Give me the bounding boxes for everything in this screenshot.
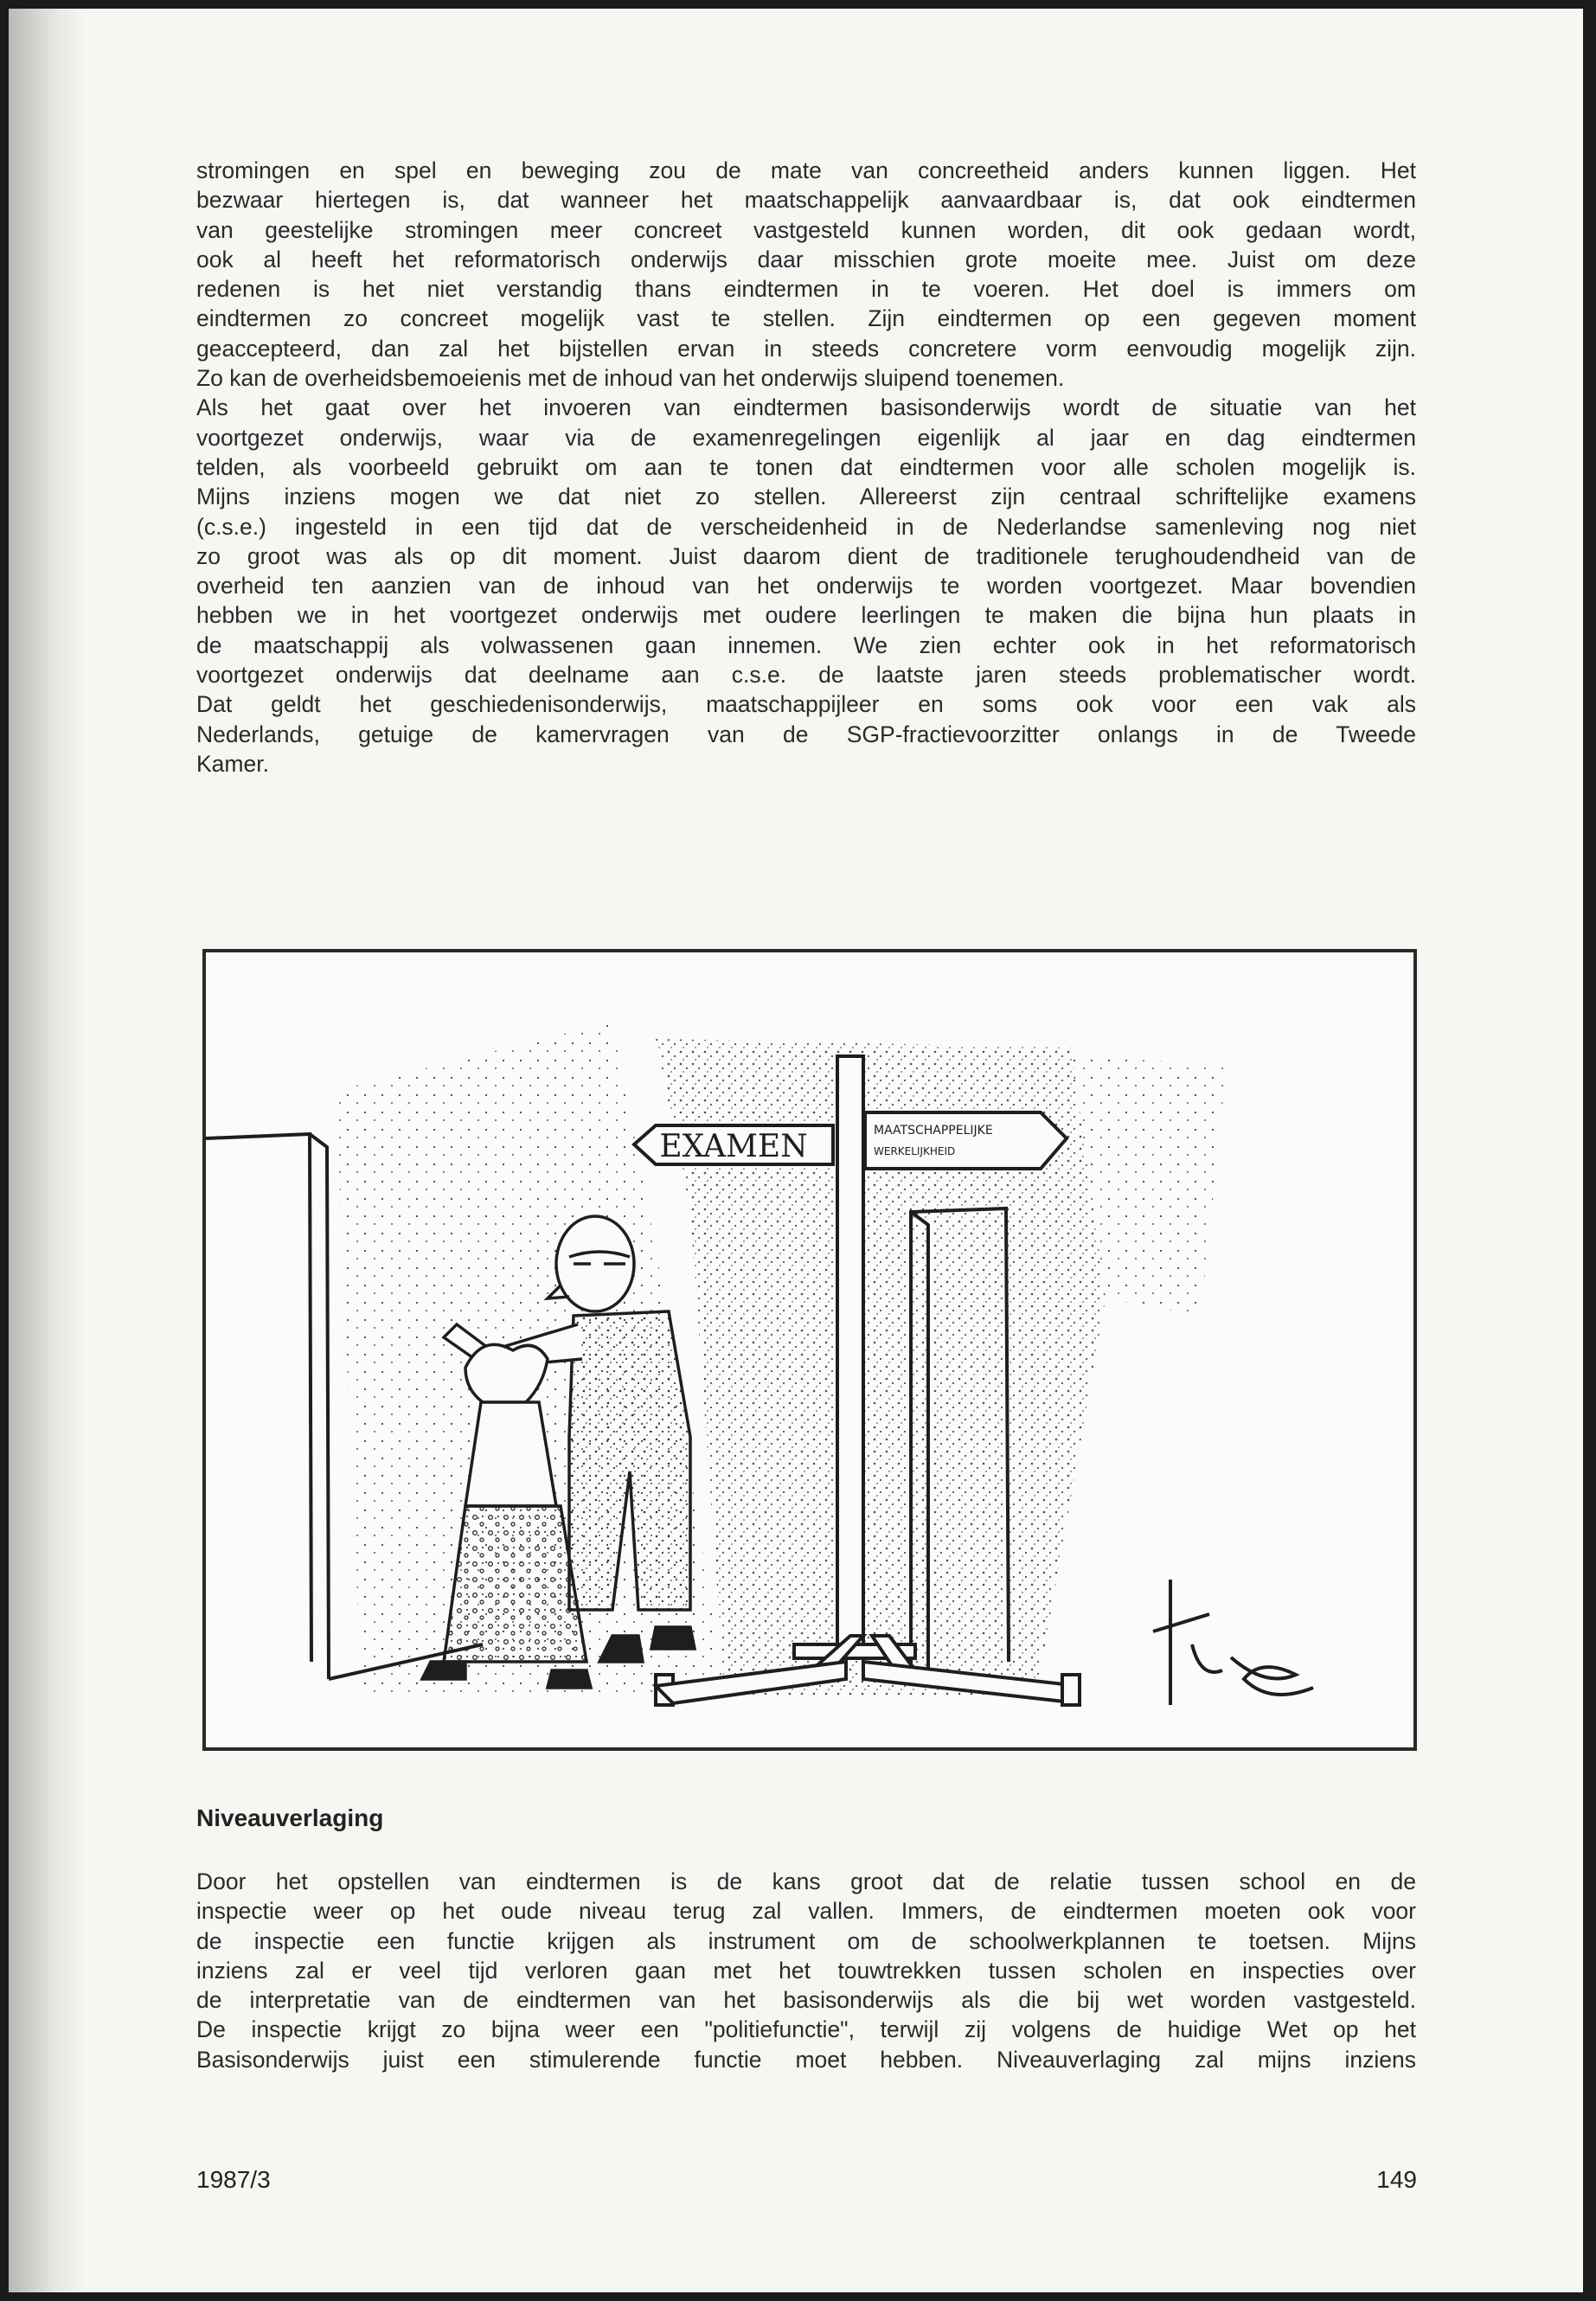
body-text-bottom bbox=[196, 1867, 1416, 2074]
text-line: geaccepteerd, dan zal het bijstellen ervan in steeds concretere vorm eenvoudig mogelijk zijn. bbox=[196, 335, 1416, 362]
cartoon-illustration bbox=[202, 949, 1417, 1751]
text-line: eindtermen zo concreet mogelijk vast te stellen. Zijn eindtermen op een gegeven moment bbox=[196, 305, 1416, 332]
text-line: inziens zal er veel tijd verloren gaan met het touwtrekken tussen scholen en inspecties over bbox=[196, 1957, 1416, 1984]
text-line: De inspectie krijgt zo bijna weer een "politiefunctie", terwijl zij volgens de huidige Wet op het bbox=[196, 2016, 1416, 2043]
section-heading: Niveauverlaging bbox=[196, 1804, 384, 1831]
text-line: inspectie weer op het oude niveau terug zal vallen. Immers, de eindtermen moeten ook voor bbox=[196, 1898, 1416, 1925]
page bbox=[9, 9, 1583, 2292]
text-line: zo groot was als op dit moment. Juist daarom dient de traditionele terughoudendheid van de bbox=[196, 542, 1416, 569]
text-line: Kamer. bbox=[196, 750, 269, 777]
text-line: de inspectie een functie krijgen als instrument om de schoolwerkplannen te toetsen. Mijns bbox=[196, 1927, 1416, 1954]
sign-examen-label: EXAMEN bbox=[659, 1129, 808, 1164]
text-line: redenen is het niet verstandig thans eindtermen in te voeren. Het doel is immers om bbox=[196, 276, 1416, 303]
text-line: Nederlands, getuige de kamervragen van de SGP-fractievoorzitter onlangs in de Tweede bbox=[196, 721, 1416, 747]
text-line: de maatschappij als volwassenen gaan innemen. We zien echter ook in het reformatorisch bbox=[196, 631, 1416, 658]
text-line: Als het gaat over het invoeren van eindtermen basisonderwijs wordt de situatie van het bbox=[196, 394, 1416, 421]
text-line: bezwaar hiertegen is, dat wanneer het maatschappelijk aanvaardbaar is, dat ook eindtermen bbox=[196, 187, 1416, 214]
page-number: 149 bbox=[1376, 2166, 1417, 2193]
text-line: hebben we in het voortgezet onderwijs met oudere leerlingen te maken die bijna hun plaats in bbox=[196, 602, 1416, 629]
text-line: Door het opstellen van eindtermen is de kans groot dat de relatie tussen school en de bbox=[196, 1868, 1416, 1894]
text-line: ook al heeft het reformatorisch onderwijs daar misschien grote moeite mee. Juist om deze bbox=[196, 246, 1416, 272]
text-line: Zo kan de overheidsbemoeienis met de inhoud van het onderwijs sluipend toenemen. bbox=[196, 365, 1065, 392]
body-text-top bbox=[196, 156, 1416, 779]
text-line: telden, als voorbeeld gebruikt om aan te tonen dat eindtermen voor alle scholen mogelijk is. bbox=[196, 453, 1416, 480]
issue-number: 1987/3 bbox=[196, 2166, 271, 2193]
text-line: overheid ten aanzien van de inhoud van het onderwijs te worden voortgezet. Maar bovendien bbox=[196, 573, 1416, 599]
sign-maatschappelijke-werkelijkheid bbox=[865, 1112, 1067, 1169]
page-gutter-shadow bbox=[9, 9, 87, 2292]
text-line: van geestelijke stromingen meer concreet vastgesteld kunnen worden, dit ook gedaan wordt, bbox=[196, 216, 1416, 243]
text-line: Basisonderwijs juist een stimulerende functie moet hebben. Niveauverlaging zal mijns inziens bbox=[196, 2046, 1416, 2073]
text-line: Mijns inziens mogen we dat niet zo stellen. Allereerst zijn centraal schriftelijke examens bbox=[196, 484, 1416, 510]
sign-right-line-2: WERKELIJKHEID bbox=[874, 1145, 956, 1157]
text-line: de interpretatie van de eindtermen van het basisonderwijs als die bij wet worden vastgesteld. bbox=[196, 1987, 1416, 2014]
text-line: Dat geldt het geschiedenisonderwijs, maatschappijleer en soms ook voor een vak als bbox=[196, 691, 1416, 718]
text-line: voortgezet onderwijs dat deelname aan c.s.e. de laatste jaren steeds problematischer wordt. bbox=[196, 662, 1416, 689]
text-line: voortgezet onderwijs, waar via de examenregelingen eigenlijk al jaar en dag eindtermen bbox=[196, 424, 1416, 451]
sign-examen bbox=[634, 1125, 833, 1164]
text-line: (c.s.e.) ingesteld in een tijd dat de verscheidenheid in de Nederlandse samenleving nog niet bbox=[196, 513, 1416, 540]
signature-text: trie bbox=[206, 952, 208, 953]
text-line: stromingen en spel en beweging zou de mate van concreetheid anders kunnen liggen. Het bbox=[196, 157, 1416, 183]
sign-right-line-1: MAATSCHAPPELIJKE bbox=[874, 1124, 993, 1138]
